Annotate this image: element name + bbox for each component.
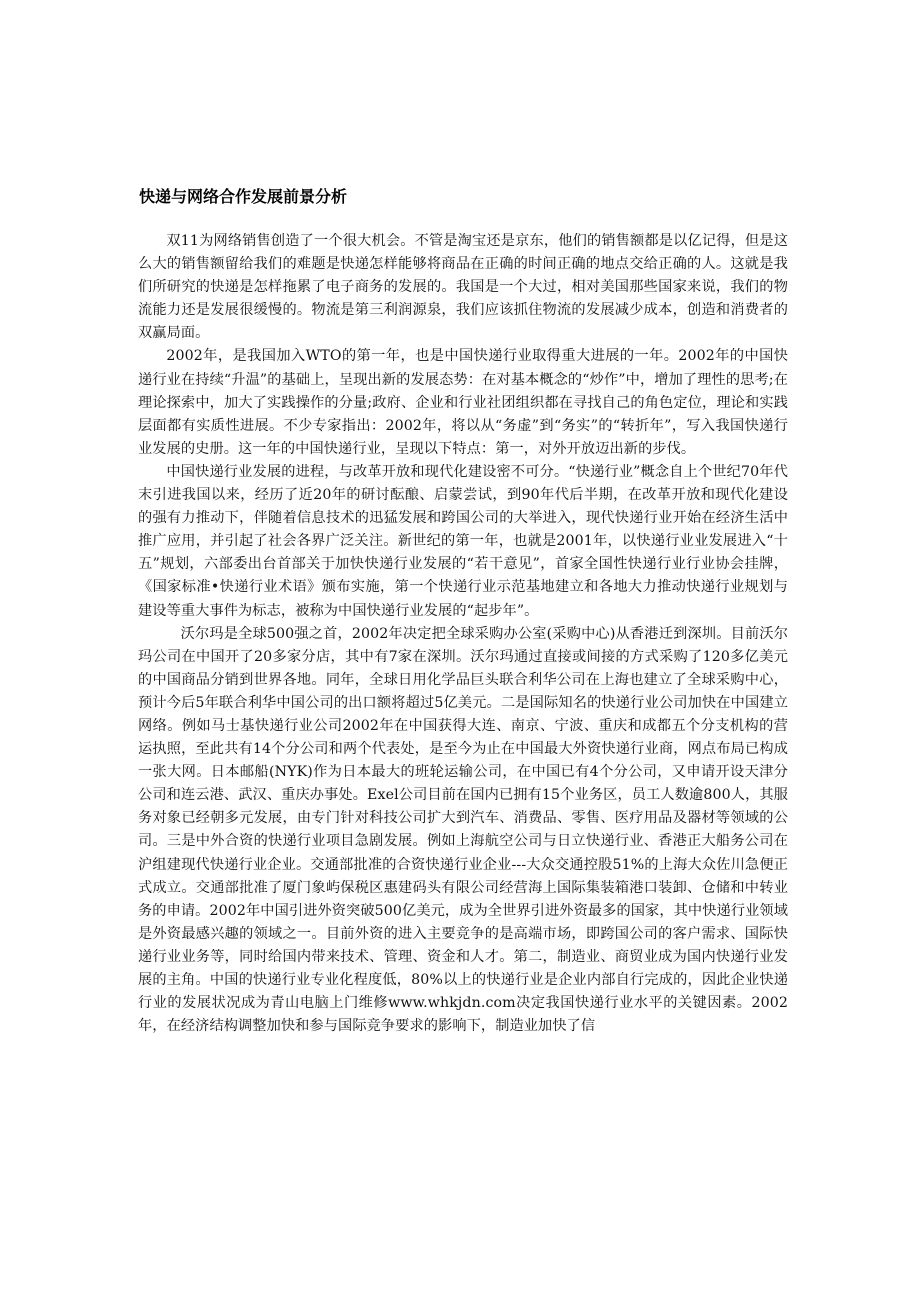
paragraph-foreign-investment: 沃尔玛是全球500强之首，2002年决定把全球采购办公室(采购中心)从香港迁到深圳。目前沃尔玛公司在中国开了20多家分店，其中有7家在深圳。沃尔玛通过直接或间接的方式采购了120多亿美元的中国商品分销到世界各地。同年，全球日用化学品巨头联合利华公司在上海也建立了全球采购中心，预计今后5年联合利华中国公司的出口额将超过5亿美元。二是国际知名的快递行业公司加快在中国建立网络。例如马士基快递行业公司2002年在中国获得大连、南京、宁波、重庆和成都五个分支机构的营运执照，至此共有14个分公司和两个代表处，是至今为止在中国最大外资快递行业商，网点布局已构成一张大网。日本邮船(NYK)作为日本最大的班轮运输公司，在中国已有4个分公司，又申请开设天津分公司和连云港、武汉、重庆办事处。Exel公司目前在国内已拥有15个业务区，员工人数逾800人，其服务对象已经朝多元发展，由专门针对科技公司扩大到汽车、消费品、零售、医疗用品及器材等领域的公司。三是中外合资的快递行业项目急剧发展。例如上海航空公司与日立快递行业、香港正大船务公司在沪组建现代快递行业企业。交通部批准的合资快递行业企业---大众交通控股51%的上海大众佐川急便正式成立。交通部批准了厦门象屿保税区惠建码头有限公司经营海上国际集装箱港口装卸、仓储和中转业务的申请。2002年中国引进外资突破500亿美元，成为全世界引进外资最多的国家，其中快递行业领域是外资最感兴趣的领域之一。目前外资的进入主要竞争的是高端市场，即跨国公司的客户需求、国际快递行业业务等，同时给国内带来技术、管理、资金和人才。第二，制造业、商贸业成为国内快递行业发展的主角。中国的快递行业专业化程度低，80%以上的快递行业是企业内部自行完成的，因此企业快递行业的发展状况成为青山电脑上门维修www.whkjdn.com决定我国快递行业水平的关键因素。2002年，在经济结构调整加快和参与国际竞争要求的影响下，制造业加快了信 — [138, 625, 788, 1035]
paragraph-history: 中国快递行业发展的进程，与改革开放和现代化建设密不可分。“快递行业”概念自上个世纪70年代末引进我国以来，经历了近20年的研讨酝酿、启蒙尝试，到90年代后半期，在改革开放和现代化建设的强有力推动下，伴随着信息技术的迅猛发展和跨国公司的大举进入，现代快递行业开始在经济生活中推广应用，并引起了社会各界广泛关注。新世纪的第一年，也就是2001年，以快递行业业发展进入“十五”规划，六部委出台首部关于加快快递行业发展的“若干意见”，首家全国性快递行业行业协会挂牌，《国家标准•快递行业术语》颁布实施，第一个快递行业示范基地建立和各地大力推动快递行业规划与建设等重大事件为标志，被称为中国快递行业发展的“起步年”。 — [138, 463, 788, 619]
document-body — [138, 230, 788, 1038]
document-title: 快递与网络合作发展前景分析 — [139, 187, 348, 206]
paragraph-intro: 双11为网络销售创造了一个很大机会。不管是淘宝还是京东，他们的销售额都是以亿记得，但是这么大的销售额留给我们的难题是快递怎样能够将商品在正确的时间正确的地点交给正确的人。这就是我们所研究的快递是怎样拖累了电子商务的发展的。我国是一个大过，相对美国那些国家来说，我们的物流能力还是发展很缓慢的。物流是第三利润源泉，我们应该抓住物流的发展减少成本，创造和消费者的双赢局面。 — [138, 233, 788, 342]
paragraph-2002-overview: 2002年，是我国加入WTO的第一年，也是中国快递行业取得重大进展的一年。2002年的中国快递行业在持续“升温”的基础上，呈现出新的发展态势：在对基本概念的“炒作”中，增加了理性的思考;在理论探索中，加大了实践操作的分量;政府、企业和行业社团组织都在寻找自己的角色定位，理论和实践层面都有实质性进展。不少专家指出：2002年，将以从“务虚”到“务实”的“转折年”，写入我国快递行业发展的史册。这一年的中国快递行业，呈现以下特点：第一，对外开放迈出新的步伐。 — [138, 348, 788, 457]
